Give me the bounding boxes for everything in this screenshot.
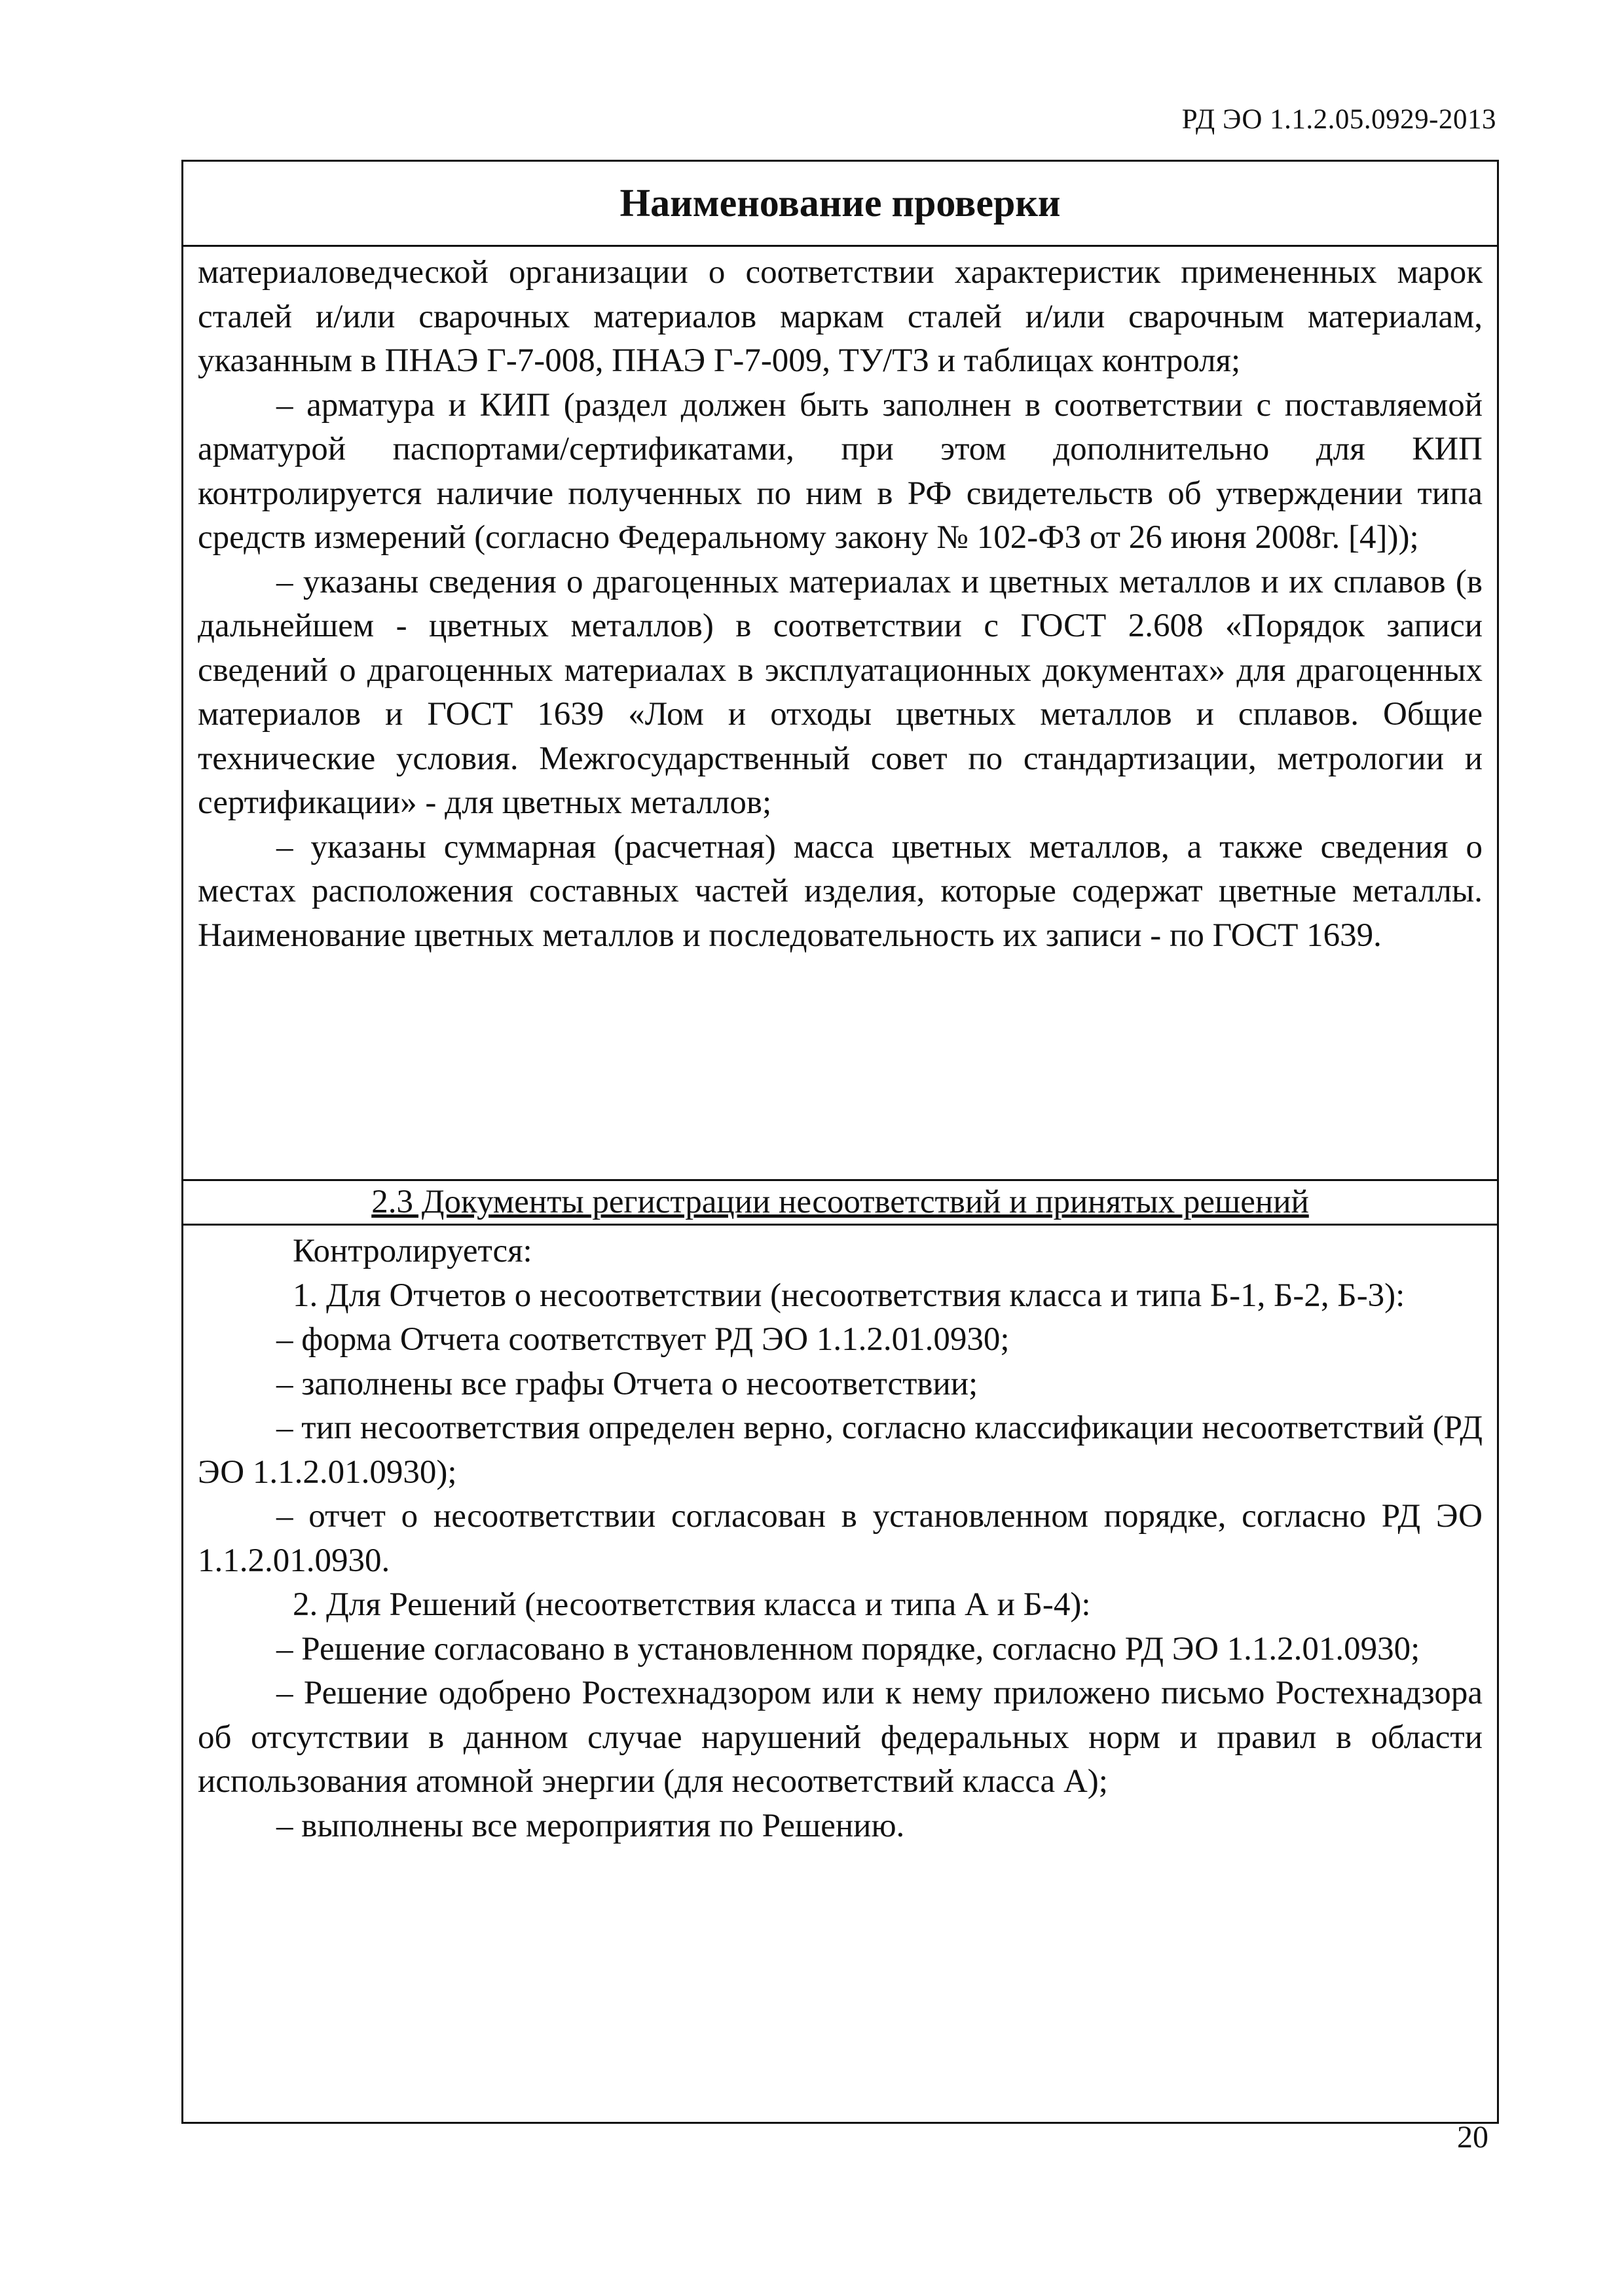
list-item: – выполнены все мероприятия по Решению. (276, 1807, 905, 1844)
document-code: РД ЭО 1.1.2.05.0929-2013 (1181, 104, 1496, 135)
list-item: – отчет о несоответствии согласован в установленном порядке, согласно РД ЭО 1.1.2.01.0930. (198, 1498, 1483, 1579)
check-table (181, 160, 1499, 2124)
list-item: – заполнены все графы Отчета о несоответствии; (276, 1365, 978, 1402)
numbered-item: 2. Для Решений (несоответствия класса и типа А и Б-4): (293, 1586, 1091, 1623)
list-item: – указаны сведения о драгоценных материалах и цветных металлов и их сплавов (в дальнейшем - цветных металлов) в соответствии с ГОСТ 2.608 «Порядок записи сведений о драгоценных материалах в эксплуатационных документах» для драгоценных материалов и ГОСТ 1639 «Лом и отходы цветных металлов и сплавов. Общие технические условия. Межгосударственный совет по стандартизации, метрологии и сертификации» - для цветных металлов; (198, 563, 1483, 821)
paragraph: Контролируется: (293, 1233, 532, 1269)
table-cell-nonconformity (183, 1226, 1497, 1848)
numbered-item: 1. Для Отчетов о несоответствии (несоответствия класса и типа Б-1, Б-2, Б-3): (293, 1277, 1405, 1314)
list-item: – тип несоответствия определен верно, согласно классификации несоответствий (РД ЭО 1.1.2.01.0930); (198, 1410, 1483, 1491)
paragraph: материаловедческой организации о соответствии характеристик примененных марок сталей и/или сварочных материалов маркам сталей и/или сварочным материалам, указанным в ПНАЭ Г-7-008, ПНАЭ Г-7-009, ТУ/ТЗ и таблицах контроля; (198, 254, 1483, 379)
page-number: 20 (1457, 2120, 1488, 2155)
section-title: 2.3 Документы регистрации несоответствий и принятых решений (183, 1181, 1497, 1226)
list-item: – арматура и КИП (раздел должен быть заполнен в соответствии с поставляемой арматурой паспортами/сертификатами, при этом дополнительно для КИП контролируется наличие полученных по ним в РФ свидетельств об утверждении типа средств измерений (согласно Федеральному закону № 102-ФЗ от 26 июня 2008г. [4])); (198, 386, 1483, 556)
list-item: – указаны суммарная (расчетная) масса цветных металлов, а также сведения о местах расположения составных частей изделия, которые содержат цветные металлы. Наименование цветных металлов и последовательность их записи - по ГОСТ 1639. (198, 828, 1483, 954)
table-cell-requirements (183, 247, 1497, 1181)
table-column-header: Наименование проверки (183, 162, 1497, 247)
list-item: – Решение согласовано в установленном порядке, согласно РД ЭО 1.1.2.01.0930; (276, 1630, 1420, 1667)
list-item: – форма Отчета соответствует РД ЭО 1.1.2.01.0930; (276, 1321, 1010, 1358)
list-item: – Решение одобрено Ростехнадзором или к нему приложено письмо Ростехнадзора об отсутствии в данном случае нарушений федеральных норм и правил в области использования атомной энергии (для несоответствий класса А); (198, 1675, 1483, 1800)
